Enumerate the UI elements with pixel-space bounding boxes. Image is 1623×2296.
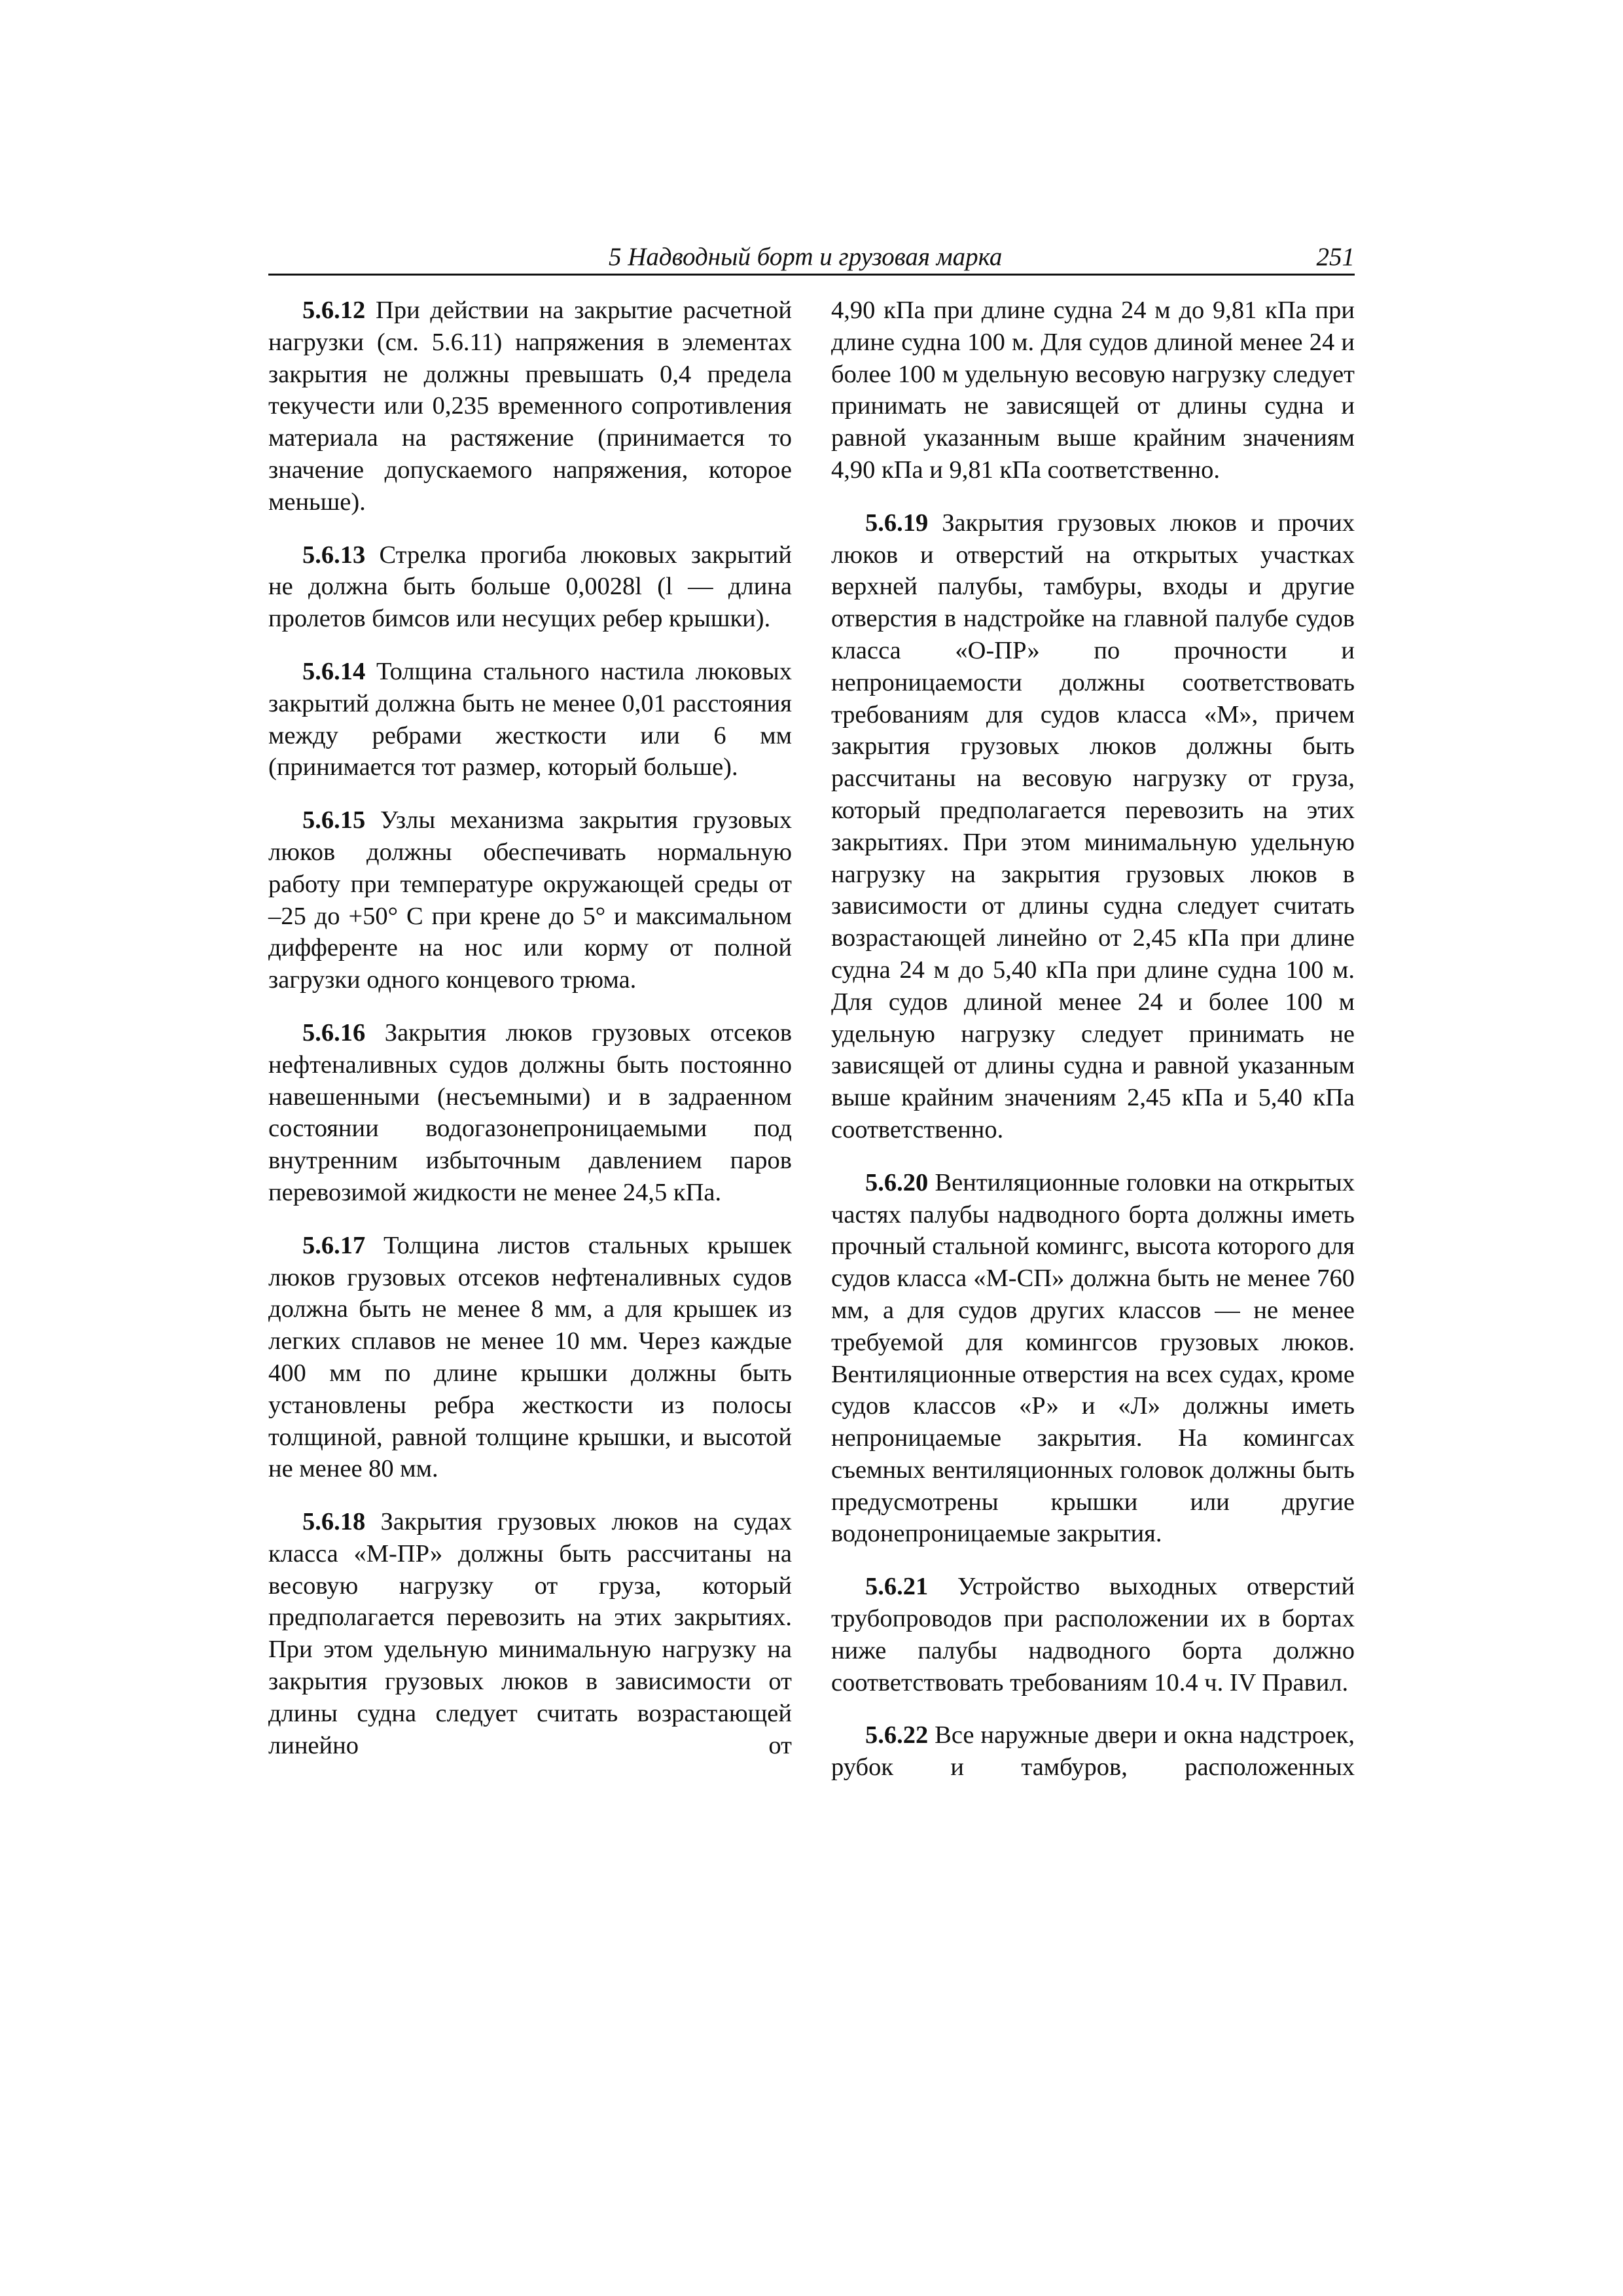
paragraph-5-6-22 [831, 1719, 1355, 1784]
clause-text: Устройство выходных отверстий трубопроводов при расположении их в бортах ниже палубы надводного борта должно соответствовать требованиям 10.4 ч. IV Правил. [831, 1573, 1355, 1696]
clause-number: 5.6.21 [865, 1573, 929, 1601]
clause-text: Толщина листов стальных крышек люков грузовых отсеков нефтеналивных судов должна быть не менее 8 мм, а для крышек из легких сплавов не менее 10 мм. Через каждые 400 мм по длине крышки должны быть установлены ребра жесткости из полосы толщиной, равной толщине крышки, и высотой не менее 80 мм. [268, 1231, 793, 1483]
clause-number: 5.6.20 [865, 1168, 929, 1196]
paragraph-5-6-16 [268, 1017, 792, 1209]
page-number: 251 [1316, 243, 1355, 271]
clause-number: 5.6.13 [302, 541, 366, 569]
clause-number: 5.6.17 [302, 1231, 366, 1259]
clause-number: 5.6.22 [865, 1721, 929, 1749]
paragraph-5-6-18 [268, 1506, 792, 1761]
paragraph-5-6-20 [831, 1167, 1355, 1551]
paragraph-5-6-13 [268, 539, 792, 635]
clause-text: Закрытия грузовых люков и прочих люков и отверстий на открытых участках верхней палубы, тамбуры, входы и другие отверстия в надстройке на главной палубе судов класса «О-ПР» по прочности и непроницаемости должны соответствовать требованиям для судов класса «М», причем закрытия грузовых люков должны быть рассчитаны на весовую нагрузку от груза, который предполагается перевозить на этих закрытиях. При этом минимальную удельную нагрузку на закрытия грузовых люков в зависимости от длины судна следует считать возрастающей линейно от 2,45 кПа при длине судна 24 м до 5,40 кПа при длине судна 100 м. Для судов длиной менее 24 и более 100 м удельную нагрузку следует принимать не зависящей от длины судна и равной указанным выше крайним значениям 2,45 кПа и 5,40 кПа соответственно. [831, 509, 1355, 1143]
paragraph-5-6-14 [268, 656, 792, 783]
paragraph-5-6-21 [831, 1571, 1355, 1698]
clause-text: Толщина стального настила люковых закрытий должна быть не менее 0,01 расстояния между ребрами жесткости или 6 мм (принимается тот размер, который больше). [268, 657, 792, 781]
clause-number: 5.6.12 [302, 296, 366, 324]
clause-text: 4,90 кПа при длине судна 24 м до 9,81 кПа при длине судна 100 м. Для судов длиной менее 24 и более 100 м удельную весовую нагрузку следует принимать не зависящей от длины судна и равной указанным выше крайним значениям 4,90 кПа и 9,81 кПа соответственно. [831, 296, 1355, 484]
clause-text: При действии на закрытие расчетной нагрузки (см. 5.6.11) напряжения в элементах закрытия не должны превышать 0,4 предела текучести или 0,235 временного сопротивления материала на растяжение (принимается то значение допускаемого напряжения, которое меньше). [268, 296, 793, 516]
right-column [831, 295, 1355, 1804]
left-column [268, 295, 792, 1782]
paragraph-5-6-17 [268, 1230, 792, 1485]
paragraph-5-6-12 [268, 295, 792, 518]
paragraph-5-6-18-continued [831, 295, 1355, 486]
clause-text: Закрытия грузовых люков на судах класса «М-ПР» должны быть рассчитаны на весовую нагрузку от груза, который предполагается перевозить на этих закрытиях. При этом удельную минимальную нагрузку на закрытия грузовых люков в зависимости от длины судна следует считать возрастающей линейно от [268, 1508, 792, 1759]
clause-text: Все наружные двери и окна надстроек, рубок и тамбуров, расположенных [831, 1721, 1355, 1782]
clause-number: 5.6.18 [302, 1508, 366, 1536]
clause-number: 5.6.15 [302, 806, 366, 834]
clause-number: 5.6.19 [865, 509, 929, 537]
running-header-title: 5 Надводный борт и грузовая марка [609, 243, 1003, 271]
paragraph-5-6-19 [831, 507, 1355, 1146]
clause-text: Стрелка прогиба люковых закрытий не должна быть больше 0,0028l (l — длина пролетов бимсов или несущих ребер крышки). [268, 541, 792, 633]
clause-text: Закрытия люков грузовых отсеков нефтеналивных судов должны быть постоянно навешенными (несъемными) и в задраенном состоянии водогазонепроницаемыми под внутренним избыточным давлением паров перевозимой жидкости не менее 24,5 кПа. [268, 1018, 793, 1206]
paragraph-5-6-15 [268, 804, 792, 996]
running-header [268, 240, 1355, 275]
clause-number: 5.6.16 [302, 1018, 366, 1047]
clause-text: Вентиляционные головки на открытых частях палубы надводного борта должны иметь прочный стальной комингс, высота которого для судов класса «М-СП» должна быть не менее 760 мм, а для судов других классов — не менее требуемой для комингсов грузовых люков. Вентиляционные отверстия на всех судах, кроме судов классов «Р» и «Л» должны иметь непроницаемые закрытия. На комингсах съемных вентиляционных головок должны быть предусмотрены крышки или другие водонепроницаемые закрытия. [831, 1168, 1355, 1548]
clause-number: 5.6.14 [302, 657, 366, 685]
clause-text: Узлы механизма закрытия грузовых люков должны обеспечивать нормальную работу при температуре окружающей среды от –25 до +50° С при крене до 5° и максимальном дифференте на нос или корму от полной загрузки одного концевого трюма. [268, 806, 792, 994]
header-rule [268, 274, 1355, 276]
